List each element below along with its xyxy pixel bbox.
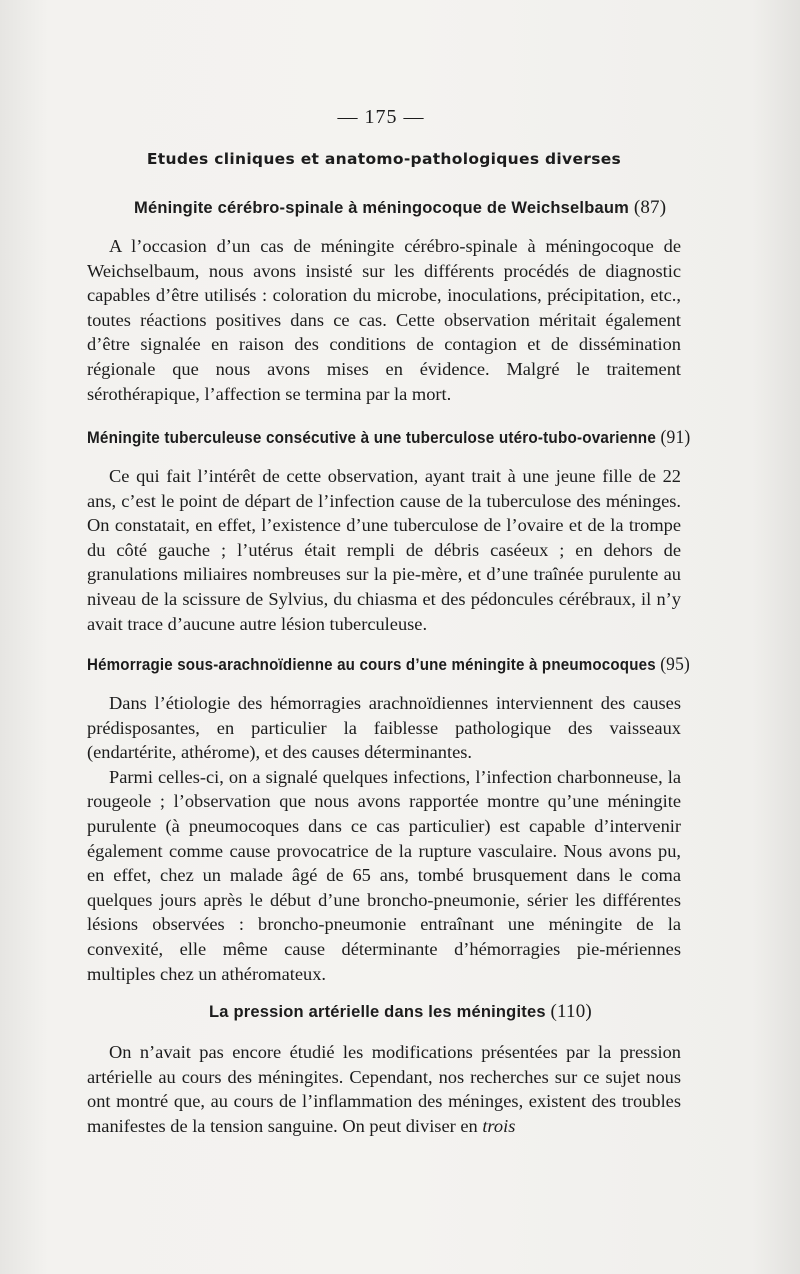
section-heading-ref: (110)	[550, 1001, 592, 1022]
section-body-meningite-tuberculeuse	[87, 464, 681, 636]
paragraph-text: On n’avait pas encore étudié les modifications présentées par la pression artérielle au cours des méningites. Cependant, nos recherches sur ce sujet nous ont montré que, au cours de l’inflammation des méninges, existent des troubles manifestes de la tension sanguine. On peut diviser en	[87, 1042, 681, 1136]
paragraph: Ce qui fait l’intérêt de cette observation, ayant trait à une jeune fille de 22 ans, c’est le point de départ de l’infection cause de la tuberculose des méninges. On constatait, en effet, l’existence d’une tuberculose de l’ovaire et de la trompe du côté gauche ; l’utérus était rempli de débris caséeux ; en dehors de granulations miliaires nombreuses sur la pie-mère, et d’une traînée purulente au niveau de la scissure de Sylvius, du chiasma et des pédoncules cérébraux, il n’y avait trace d’aucune autre lésion tuberculeuse.	[87, 466, 681, 634]
paragraph: A l’occasion d’un cas de méningite cérébro-spinale à méningocoque de Weichselbaum, nous avons insisté sur les différents procédés de diagnostic capables d’être utilisés : coloration du microbe, inoculations, précipitation, etc., toutes réactions positives dans ce cas. Cette observation méritait également d’être signalée en raison des conditions de contagion et de dissémination régionale que nous avons mises en évidence. Malgré le traitement sérothérapique, l’affection se termina par la mort.	[87, 236, 681, 404]
section-heading-text: La pression artérielle dans les méningites	[209, 1003, 546, 1021]
section-heading-ref: (91)	[660, 427, 691, 448]
section-heading-text: Hémorragie sous-arachnoïdienne au cours d’une méningite à pneumocoques	[87, 656, 656, 674]
section-heading-text: Méningite tuberculeuse consécutive à une tuberculose utéro-tubo-ovarienne	[87, 429, 657, 447]
section-heading-meningite-tuberculeuse	[87, 427, 690, 449]
section-body-hemorragie	[87, 691, 681, 986]
section-title: Etudes cliniques et anatomo-pathologiques diverses	[146, 150, 622, 168]
section-heading-text: Méningite cérébro-spinale à méningocoque de Weichselbaum	[134, 199, 630, 217]
italic-word: trois	[482, 1115, 516, 1136]
section-heading-pression-arterielle	[209, 1001, 592, 1023]
paragraph: Dans l’étiologie des hémorragies arachnoïdiennes interviennent des causes prédisposantes, en particulier la faiblesse pathologique des vaisseaux (endartérite, athérome), et des causes déterminantes.	[87, 693, 681, 763]
section-body-meningite-cerebro-spinale	[87, 234, 681, 406]
page-number: — 175 —	[337, 106, 425, 128]
section-heading-ref: (87)	[633, 197, 667, 218]
section-heading-ref: (95)	[660, 654, 690, 675]
section-body-pression-arterielle	[87, 1040, 681, 1138]
paragraph: Parmi celles-ci, on a signalé quelques infections, l’infection charbonneuse, la rougeole ; l’observation que nous avons rapportée montre qu’une méningite purulente (à pneumocoques dans ce cas particulier) est capable d’intervenir également comme cause provocatrice de la rupture vasculaire. Nous avons pu, en effet, chez un malade âgé de 65 ans, tombé brusquement dans le coma quelques jours après le début d’une broncho-pneumonie, sérier les différentes lésions observées : broncho-pneumonie entraînant une méningite de la convexité, elle même cause déterminante d’hémorragies pie-mériennes multiples chez un athéromateux.	[87, 766, 681, 984]
section-heading-meningite-cerebro-spinale	[134, 197, 666, 219]
section-heading-hemorragie	[87, 654, 690, 676]
paragraph	[87, 1040, 681, 1138]
